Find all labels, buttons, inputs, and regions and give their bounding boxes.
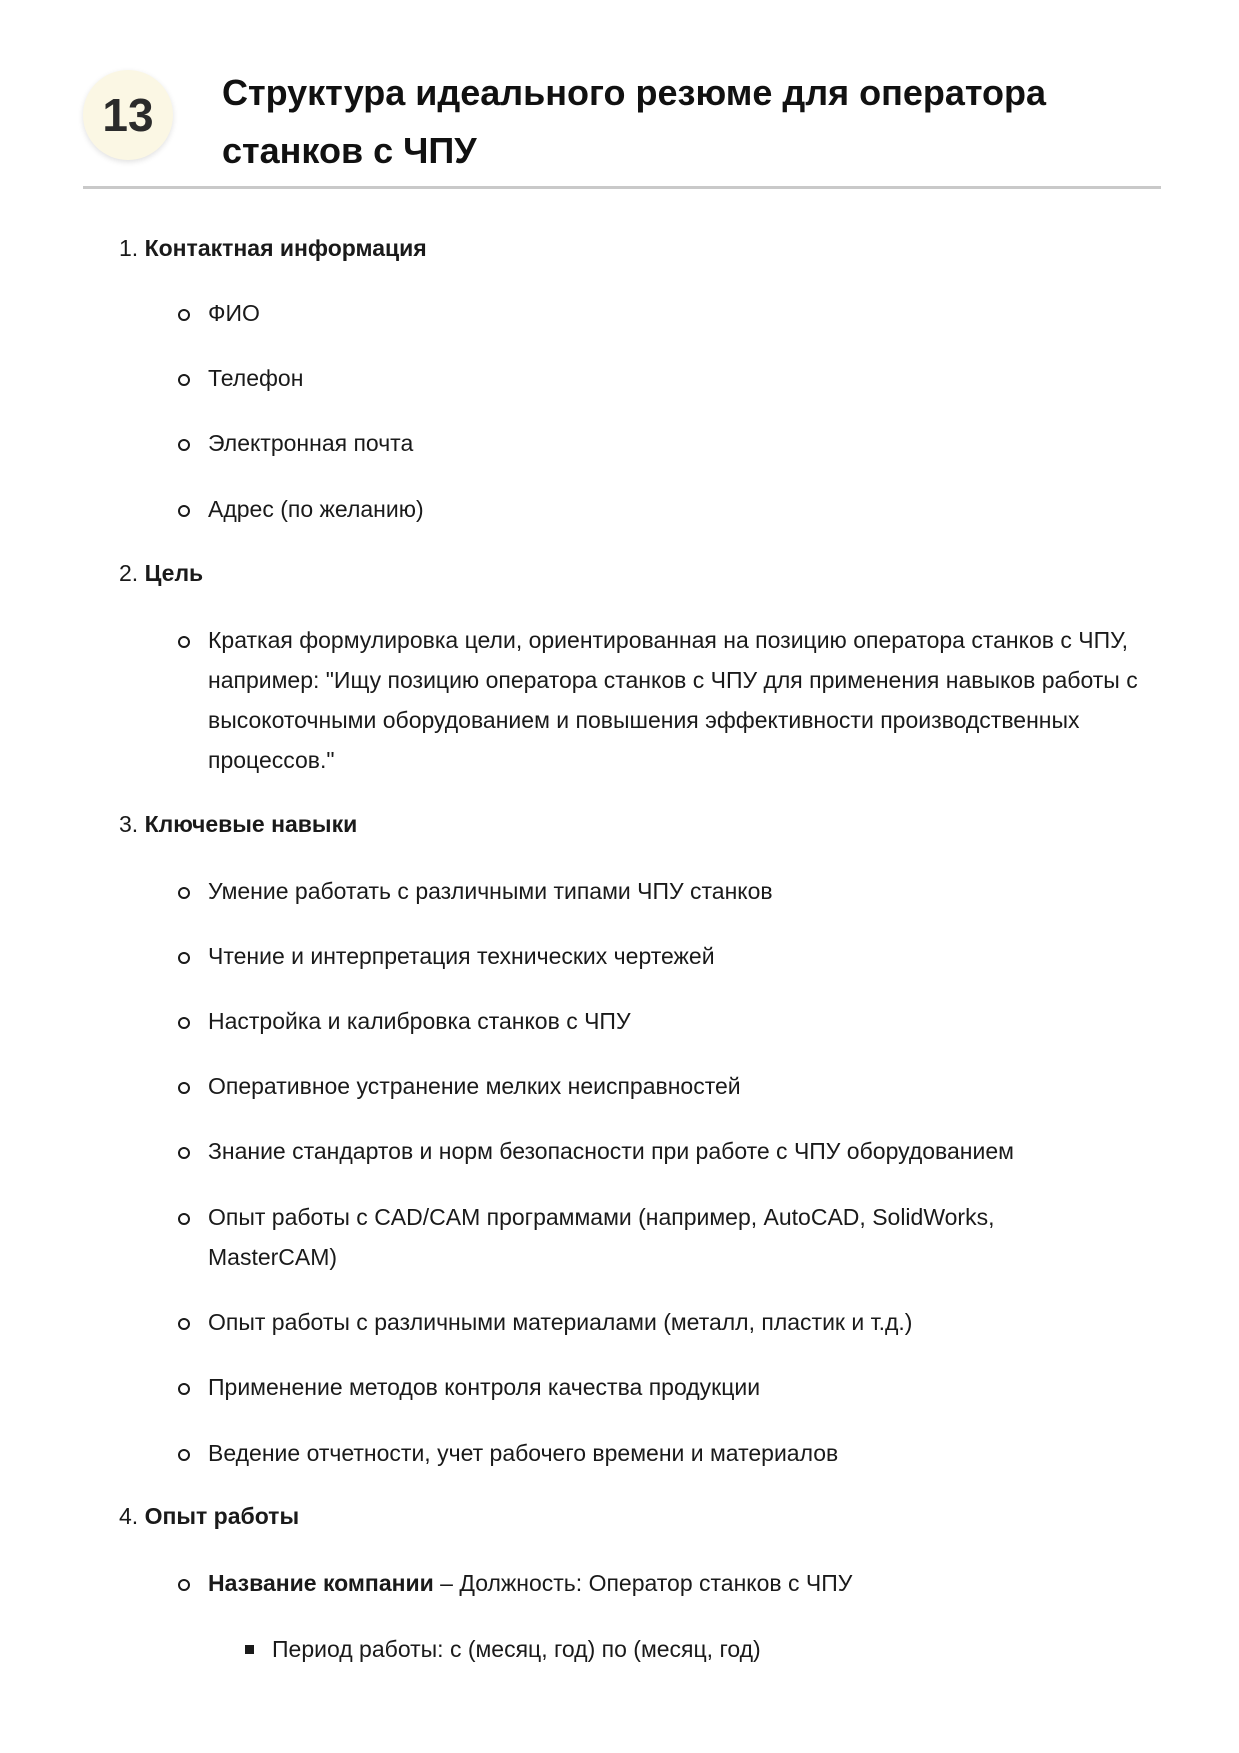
- company-position: – Должность: Оператор станков с ЧПУ: [433, 1570, 853, 1596]
- list-item: ФИО: [208, 300, 260, 326]
- section-number: 1.: [119, 235, 139, 261]
- list-item: Умение работать с различными типами ЧПУ станков: [208, 878, 773, 904]
- list-item: Краткая формулировка цели, ориентированная на позицию оператора станков с ЧПУ, например: "Ищу позицию оператора станков с ЧПУ для применения навыков работы с высокоточными оборудованием и повышения эффективности производственных процессов.": [208, 627, 1138, 773]
- section-number: 3.: [119, 811, 139, 837]
- section-experience: [119, 1501, 299, 1531]
- page-title: Структура идеального резюме для оператора станков с ЧПУ: [222, 72, 1047, 171]
- list-item: Телефон: [208, 365, 304, 391]
- section-heading: Контактная информация: [144, 235, 427, 261]
- page-header: [83, 62, 1161, 189]
- circle-bullet-icon: [178, 1213, 190, 1225]
- list-item-company: [208, 1563, 1158, 1603]
- list-item: Опыт работы с CAD/CAM программами (например, AutoCAD, SolidWorks, MasterCAM): [208, 1204, 995, 1270]
- circle-bullet-icon: [178, 374, 190, 386]
- section-heading: Опыт работы: [144, 1503, 300, 1529]
- circle-bullet-icon: [178, 439, 190, 451]
- circle-bullet-icon: [178, 1449, 190, 1461]
- list-item: Применение методов контроля качества продукции: [208, 1374, 761, 1400]
- list-item: Знание стандартов и норм безопасности при работе с ЧПУ оборудованием: [208, 1138, 1014, 1164]
- circle-bullet-icon: [178, 952, 190, 964]
- company-name: Название компании: [208, 1570, 434, 1596]
- circle-bullet-icon: [178, 1017, 190, 1029]
- list-item: Чтение и интерпретация технических чертежей: [208, 943, 715, 969]
- circle-bullet-icon: [178, 1082, 190, 1094]
- square-bullet-icon: [245, 1645, 254, 1654]
- section-number: 2.: [119, 560, 139, 586]
- list-item: Адрес (по желанию): [208, 496, 424, 522]
- circle-bullet-icon: [178, 1579, 190, 1591]
- circle-bullet-icon: [178, 309, 190, 321]
- circle-bullet-icon: [178, 1147, 190, 1159]
- list-item: Настройка и калибровка станков с ЧПУ: [208, 1008, 631, 1034]
- section-number: 4.: [119, 1503, 139, 1529]
- list-item: Оперативное устранение мелких неисправностей: [208, 1073, 741, 1099]
- list-item: Электронная почта: [208, 430, 414, 456]
- section-heading: Цель: [144, 560, 204, 586]
- section-goal: [119, 558, 203, 588]
- list-item: Ведение отчетности, учет рабочего времени и материалов: [208, 1440, 839, 1466]
- section-skills: [119, 809, 357, 839]
- section-contact: [119, 233, 427, 263]
- circle-bullet-icon: [178, 1383, 190, 1395]
- section-heading: Ключевые навыки: [144, 811, 358, 837]
- sub-list-item: Период работы: с (месяц, год) по (месяц, год): [272, 1636, 761, 1662]
- circle-bullet-icon: [178, 505, 190, 517]
- circle-bullet-icon: [178, 887, 190, 899]
- circle-bullet-icon: [178, 1318, 190, 1330]
- circle-bullet-icon: [178, 636, 190, 648]
- section-number-badge: 13: [83, 70, 173, 160]
- list-item: Опыт работы с различными материалами (металл, пластик и т.д.): [208, 1309, 913, 1335]
